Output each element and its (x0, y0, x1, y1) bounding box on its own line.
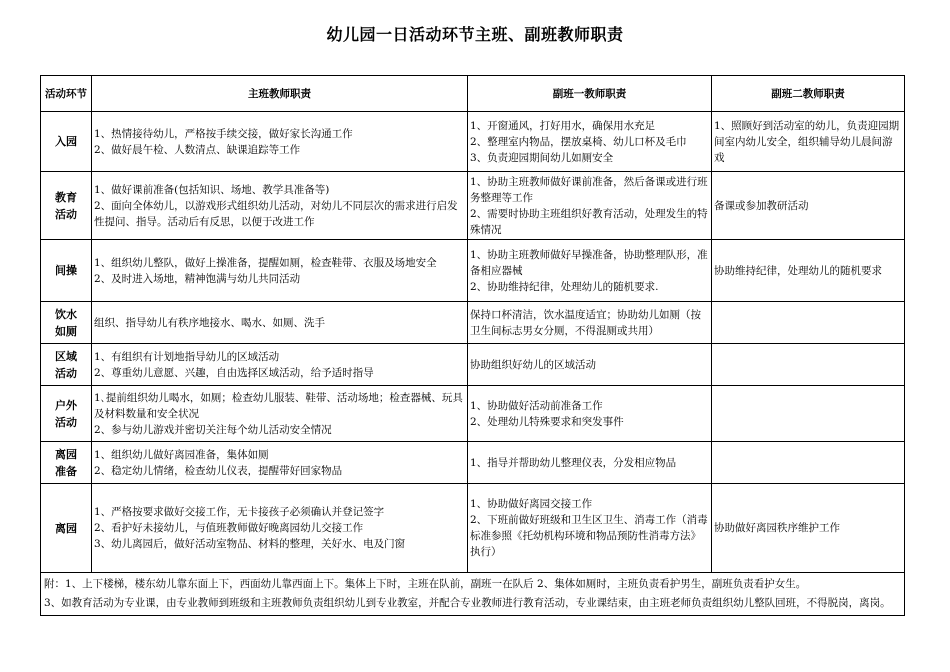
main-teacher-duty-cell (92, 484, 468, 573)
assistant-one-duty-cell-line: 1、协助做好离园交接工作 (470, 498, 593, 510)
assistant-two-duty-cell (712, 112, 905, 172)
assistant-one-duty-cell-line: 1、指导并帮助幼儿整理仪表，分发相应物品 (470, 456, 677, 469)
stage-cell-line: 活动 (55, 207, 77, 221)
main-teacher-duty-cell-line: 2、及时进入场地，精神饱满与幼儿共同活动 (94, 272, 301, 285)
table-row (41, 112, 905, 172)
assistant-one-duty-cell (468, 112, 712, 172)
main-teacher-duty-cell (92, 240, 468, 302)
stage-cell (41, 112, 92, 172)
assistant-one-duty-cell-line: 2、下班前做好班级和卫生区卫生、消毒工作（消毒标准参照《托幼机构环境和物品预防性消毒方法》执行） (470, 514, 708, 558)
stage-cell-line: 教育 (55, 190, 77, 204)
main-teacher-duty-cell-line: 1､提前组织幼儿喝水，如厕；检查幼儿服装、鞋带、活动场地；检查器械、玩具及材料数量和安全状况 (94, 391, 463, 420)
stage-cell-line: 如厕 (55, 324, 77, 338)
notes-row (41, 573, 905, 616)
page-title: 幼儿园一日活动环节主班、副班教师职责 (326, 25, 624, 44)
stage-cell (41, 172, 92, 240)
duty-table (40, 75, 905, 616)
stage-cell (41, 302, 92, 344)
main-teacher-duty-cell-line: 2、尊重幼儿意愿、兴趣，自由选择区域活动，给予适时指导 (94, 366, 374, 379)
main-teacher-duty-cell (92, 302, 468, 344)
header-assistant-two: 副班二教师职责 (712, 76, 905, 112)
stage-cell-line: 区域 (55, 349, 77, 363)
main-teacher-duty-cell (92, 344, 468, 386)
main-teacher-duty-cell-line: 3、幼儿离园后，做好活动室物品、材料的整理，关好水、电及门窗 (94, 538, 406, 550)
assistant-two-duty-cell-line: 协助做好离园秩序维护工作 (714, 522, 840, 534)
main-teacher-duty-cell-line: 2、稳定幼儿情绪，检查幼儿仪表，提醒带好回家物品 (94, 464, 343, 477)
main-teacher-duty-cell-line: 1、热情接待幼儿，严格按手续交接，做好家长沟通工作 (94, 127, 353, 140)
note-line-1: 附：1、上下楼梯，楼东幼儿靠东面上下，西面幼儿靠西面上下。集体上下时，主班在队前，副班一在队后 2、集体如厕时，主班负责看护男生，副班负责看护女生。 (44, 578, 807, 590)
assistant-two-duty-cell-line: 备课或参加教研活动 (714, 199, 809, 212)
stage-cell (41, 442, 92, 484)
main-teacher-duty-cell-line: 2、面向全体幼儿，以游戏形式组织幼儿活动，对幼儿不同层次的需求进行启发性提问、指导。活动后有反思，以便于改进工作 (94, 199, 458, 228)
header-main-teacher: 主班教师职责 (92, 76, 468, 112)
note-line-2: 3、如教育活动为专业课，由专业教师到班级和主班教师负责组织幼儿到专业教室，并配合专业教师进行教育活动，专业课结束，由主班老师负责组织幼儿整队回班，不得脱岗，离岗。 (44, 597, 891, 609)
duty-table-body (41, 112, 905, 573)
header-assistant-one: 副班一教师职责 (468, 76, 712, 112)
main-teacher-duty-cell-line: 1、组织幼儿做好离园准备，集体如厕 (94, 448, 269, 461)
stage-cell-line: 离园 (55, 447, 77, 461)
notes-cell (41, 573, 905, 616)
assistant-two-duty-cell (712, 386, 905, 442)
assistant-one-duty-cell (468, 302, 712, 344)
table-row (41, 302, 905, 344)
main-teacher-duty-cell-line: 1、组织幼儿整队，做好上操准备，提醒如厕，检查鞋带、衣服及场地安全 (94, 256, 437, 269)
main-teacher-duty-cell (92, 442, 468, 484)
table-row (41, 386, 905, 442)
assistant-two-duty-cell-line: 1、照顾好到活动室的幼儿，负责迎园期间室内幼儿安全，组织辅导幼儿晨间游戏 (714, 119, 900, 164)
table-row (41, 484, 905, 573)
header-stage: 活动环节 (41, 76, 92, 112)
table-row (41, 344, 905, 386)
assistant-one-duty-cell (468, 386, 712, 442)
stage-cell-line: 离园 (55, 521, 77, 535)
stage-cell-line: 活动 (55, 415, 77, 429)
main-teacher-duty-cell-line: 1、有组织有计划地指导幼儿的区域活动 (94, 350, 280, 363)
assistant-one-duty-cell-line: 1、协助主班教师做好早操准备，协助整理队形，准备相应器械 (470, 248, 708, 277)
assistant-one-duty-cell (468, 172, 712, 240)
stage-cell-line: 活动 (55, 366, 77, 380)
assistant-one-duty-cell-line: 保持口杯清洁，饮水温度适宜；协助幼儿如厕（按卫生间标志男女分厕，不得混厕或共用） (470, 308, 701, 337)
assistant-two-duty-cell-line: 协助维持纪律，处理幼儿的随机要求 (714, 264, 882, 277)
main-teacher-duty-cell-line: 1、做好课前准备(包括知识、场地、教学具准备等) (94, 183, 330, 196)
table-row (41, 240, 905, 302)
table-row (41, 172, 905, 240)
assistant-two-duty-cell (712, 344, 905, 386)
assistant-one-duty-cell-line: 1、开窗通风，打好用水，确保用水充足 (470, 119, 656, 132)
stage-cell-line: 准备 (55, 464, 77, 478)
assistant-one-duty-cell-line: 协助组织好幼儿的区域活动 (470, 358, 596, 371)
stage-cell (41, 344, 92, 386)
table-row (41, 442, 905, 484)
assistant-one-duty-cell (468, 484, 712, 573)
assistant-two-duty-cell (712, 240, 905, 302)
assistant-two-duty-cell (712, 442, 905, 484)
assistant-one-duty-cell (468, 344, 712, 386)
main-teacher-duty-cell-line: 2、参与幼儿游戏并密切关注每个幼儿活动安全情况 (94, 423, 332, 436)
assistant-one-duty-cell-line: 2、整理室内物品，摆放桌椅、幼儿口杯及毛巾 (470, 135, 687, 148)
assistant-one-duty-cell-line: 2、处理幼儿特殊要求和突发事件 (470, 415, 624, 428)
main-teacher-duty-cell-line: 1、严格按要求做好交接工作，无卡接孩子必须确认并登记签字 (94, 506, 385, 518)
stage-cell-line: 饮水 (55, 307, 77, 321)
stage-cell (41, 240, 92, 302)
header-row (41, 76, 905, 112)
stage-cell-line: 户外 (55, 398, 77, 412)
assistant-one-duty-cell-line: 3、负责迎园期间幼儿如厕安全 (470, 151, 614, 164)
stage-cell (41, 484, 92, 573)
stage-cell-line: 间操 (55, 264, 77, 277)
assistant-one-duty-cell (468, 442, 712, 484)
assistant-two-duty-cell (712, 172, 905, 240)
main-teacher-duty-cell (92, 386, 468, 442)
assistant-one-duty-cell-line: 2、协助维持纪律，处理幼儿的随机要求. (470, 280, 659, 293)
main-teacher-duty-cell-line: 2、做好晨午检、人数清点、缺课追踪等工作 (94, 143, 301, 156)
main-teacher-duty-cell-line: 组织、指导幼儿有秩序地接水、喝水、如厕、洗手 (94, 316, 325, 329)
main-teacher-duty-cell (92, 112, 468, 172)
assistant-two-duty-cell (712, 484, 905, 573)
stage-cell (41, 386, 92, 442)
main-teacher-duty-cell (92, 172, 468, 240)
main-teacher-duty-cell-line: 2、看护好未接幼儿，与值班教师做好晚离园幼儿交接工作 (94, 522, 364, 534)
assistant-two-duty-cell (712, 302, 905, 344)
stage-cell-line: 入园 (55, 135, 77, 148)
assistant-one-duty-cell (468, 240, 712, 302)
assistant-one-duty-cell-line: 1、协助做好活动前准备工作 (470, 399, 603, 412)
assistant-one-duty-cell-line: 1、协助主班教师做好课前准备，然后备课或进行班务整理等工作 (470, 175, 708, 204)
assistant-one-duty-cell-line: 2、需要时协助主班组织好教育活动，处理发生的特殊情况 (470, 207, 708, 236)
